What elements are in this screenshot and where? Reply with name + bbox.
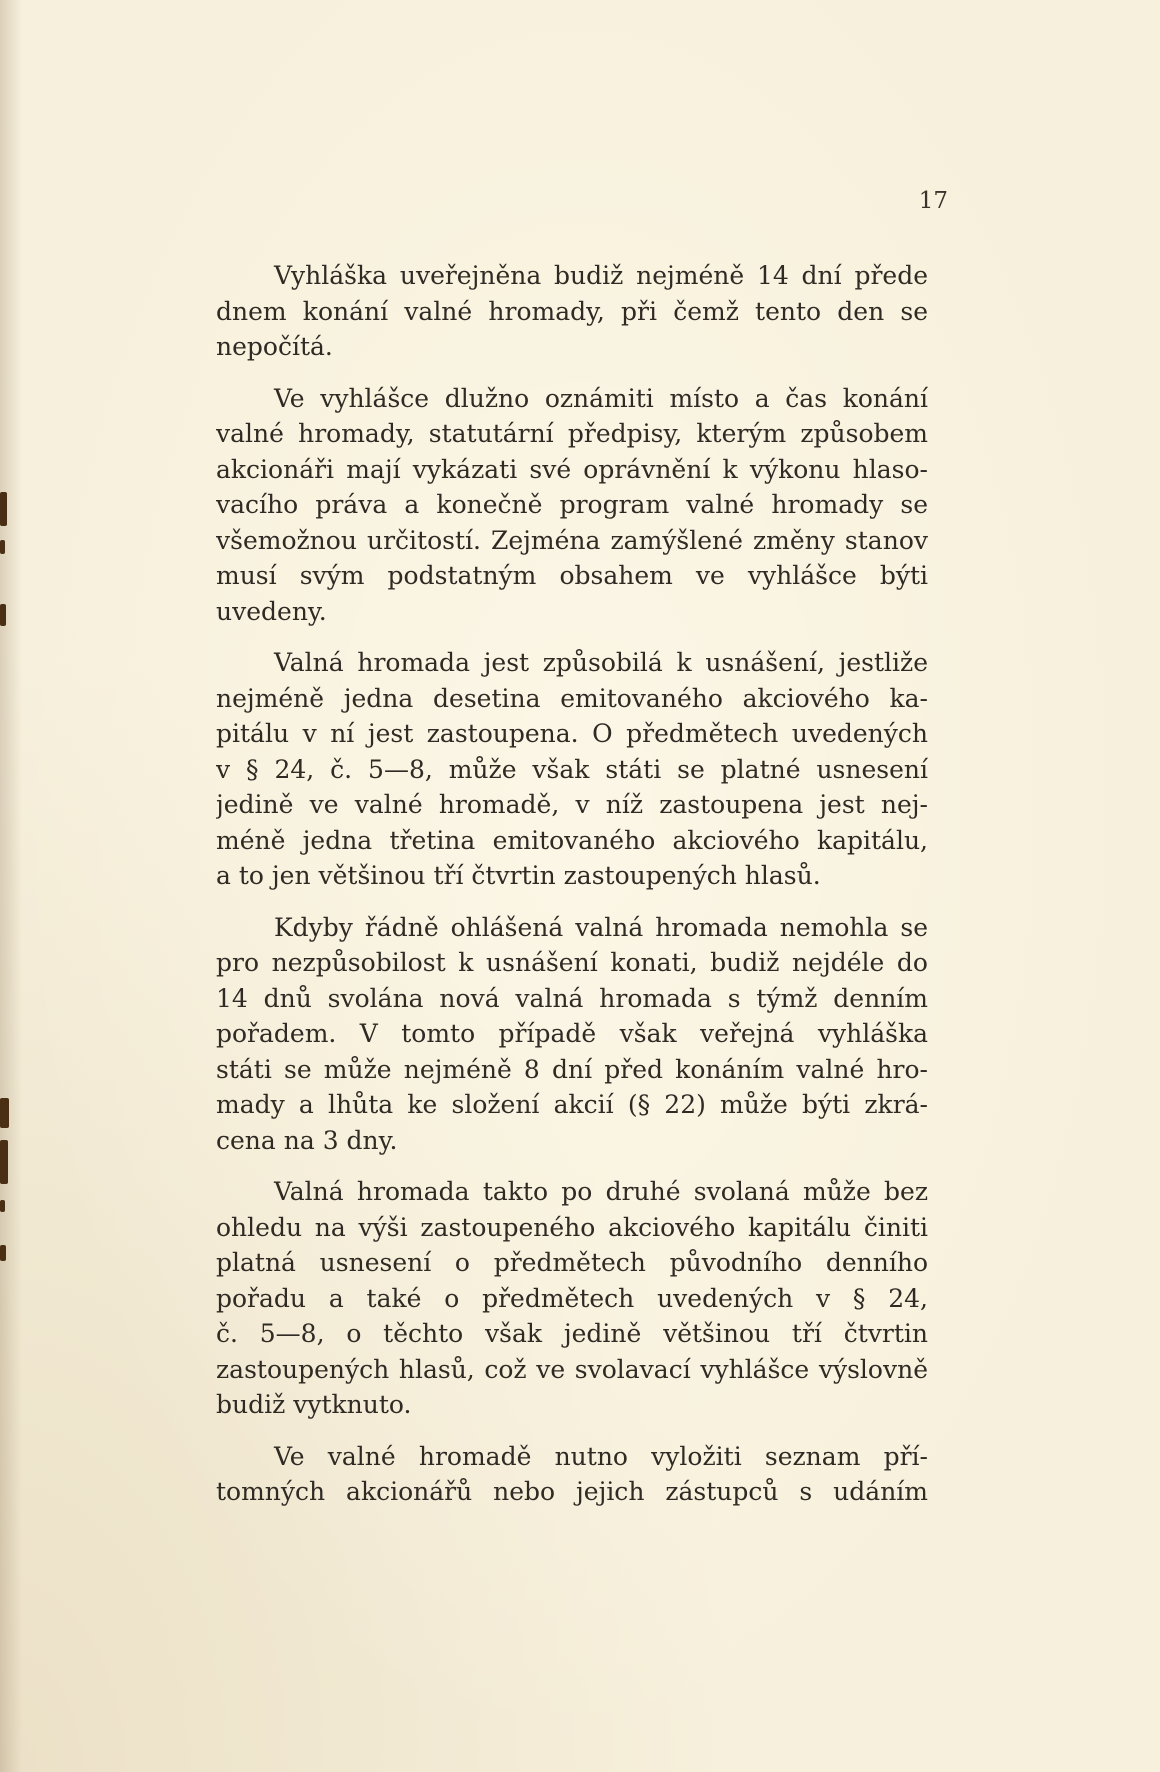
text-line: Kdyby řádně ohlášená valná hromada nemohla se: [274, 912, 928, 942]
edge-stain: [0, 1245, 6, 1261]
edge-stain: [0, 1140, 8, 1184]
text-line: méně jedna třetina emitovaného akciového kapitálu,: [216, 825, 928, 855]
text-line: a to jen většinou tří čtvrtin zastoupených hlasů.: [216, 861, 821, 890]
edge-stain: [0, 1098, 9, 1128]
text-line: všemožnou určitostí. Zejména zamýšlené změny stanov: [216, 525, 928, 555]
paragraph: [216, 645, 928, 894]
text-line: dnem konání valné hromady, při čemž tento den se: [216, 296, 928, 326]
paragraph: [216, 1439, 928, 1510]
text-line: pořadu a také o předmětech uvedených v § 24,: [216, 1283, 928, 1313]
text-line: akcionáři mají vykázati své oprávnění k výkonu hlaso-: [216, 454, 928, 484]
text-line: Valná hromada takto po druhé svolaná může bez: [274, 1177, 928, 1206]
edge-stain: [0, 604, 6, 626]
text-line: Ve vyhlášce dlužno oznámiti místo a čas konání: [274, 383, 928, 413]
text-line: vacího práva a konečně program valné hromady se: [216, 490, 928, 519]
text-line: valné hromady, statutární předpisy, kterým způsobem: [216, 419, 928, 448]
binding-edge-shadow: [0, 0, 22, 1772]
text-line: 14 dnů svolána nová valná hromada s týmž denním: [216, 983, 928, 1013]
text-line: cena na 3 dny.: [216, 1125, 398, 1155]
text-line: pitálu v ní jest zastoupena. O předmětech uvedených: [216, 719, 928, 748]
text-line: musí svým podstatným obsahem ve vyhlášce býti: [216, 561, 928, 590]
text-line: pořadem. V tomto případě však veřejná vyhláška: [216, 1019, 928, 1048]
text-line: mady a lhůta ke složení akcií (§ 22) může býti zkrá-: [216, 1090, 928, 1119]
text-line: budiž vytknuto.: [216, 1390, 412, 1419]
text-line: Vyhláška uveřejněna budiž nejméně 14 dní přede: [274, 261, 928, 290]
text-line: zastoupených hlasů, což ve svolavací vyhlášce výslovně: [216, 1354, 928, 1384]
edge-stain: [0, 492, 7, 526]
edge-stain: [0, 540, 5, 554]
text-line: v § 24, č. 5—8, může však státi se platné usnesení: [216, 754, 928, 784]
text-line: nejméně jedna desetina emitovaného akciového ka-: [216, 683, 928, 713]
body-text: [216, 258, 928, 1526]
text-line: platná usnesení o předmětech původního denního: [216, 1248, 928, 1277]
text-line: ohledu na výši zastoupeného akciového kapitálu činiti: [216, 1212, 928, 1242]
paragraph: [216, 381, 928, 630]
text-line: státi se může nejméně 8 dní před konáním valné hro-: [216, 1054, 928, 1084]
text-line: nepočítá.: [216, 332, 333, 361]
page-number: 17: [918, 188, 948, 214]
paragraph: [216, 910, 928, 1159]
text-line: č. 5—8, o těchto však jedině většinou tří čtvrtin: [216, 1319, 928, 1348]
text-line: uvedeny.: [216, 596, 327, 626]
text-line: jedině ve valné hromadě, v níž zastoupena jest nej-: [216, 790, 928, 819]
edge-stain: [0, 1200, 5, 1212]
paragraph: [216, 258, 928, 365]
text-line: Valná hromada jest způsobilá k usnášení, jestliže: [274, 648, 928, 677]
text-line: tomných akcionářů nebo jejich zástupců s udáním: [216, 1477, 928, 1506]
text-line: pro nezpůsobilost k usnášení konati, budiž nejdéle do: [216, 948, 928, 977]
paragraph: [216, 1174, 928, 1423]
text-line: Ve valné hromadě nutno vyložiti seznam pří-: [274, 1441, 928, 1471]
